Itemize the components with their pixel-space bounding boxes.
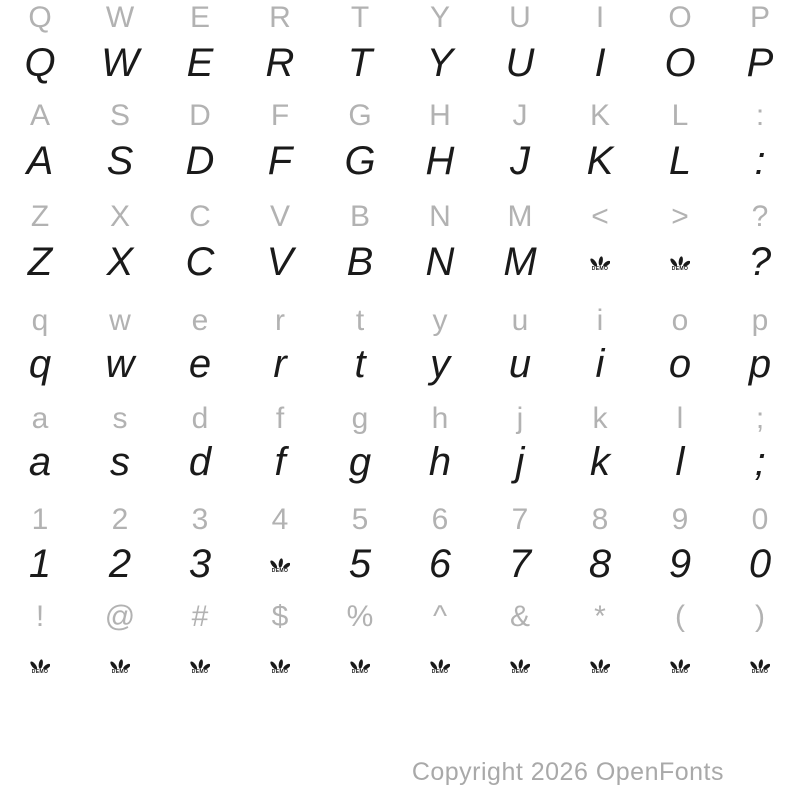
- glyph-cell: e: [188, 342, 212, 386]
- demo-glyph: [30, 656, 50, 675]
- demo-placeholder-glyph: [720, 642, 800, 688]
- glyph-cell: w: [105, 342, 135, 386]
- demo-glyph-label: DEMO: [671, 668, 689, 675]
- demo-glyph: [590, 656, 610, 675]
- demo-glyph-label: DEMO: [591, 668, 609, 675]
- glyph-cell: t: [354, 342, 366, 386]
- glyph-cell: 9: [671, 503, 689, 536]
- demo-placeholder-glyph: [240, 642, 320, 688]
- demo-glyph-label: DEMO: [271, 668, 289, 675]
- demo-glyph-label: DEMO: [431, 668, 449, 675]
- glyph-cell: P: [749, 1, 770, 34]
- glyph-cell: G: [344, 139, 376, 183]
- glyph-cell: M: [507, 200, 533, 233]
- demo-glyph: [110, 656, 130, 675]
- glyph-cell: X: [109, 200, 130, 233]
- glyph-cell: 9: [668, 542, 692, 586]
- glyph-cell: s: [112, 402, 128, 435]
- glyph-cell: @: [104, 600, 136, 633]
- glyph-cell: r: [275, 304, 285, 337]
- glyph-cell: y: [432, 304, 448, 337]
- glyph-cell: D: [189, 99, 211, 132]
- glyph-cell: u: [511, 304, 529, 337]
- glyph-row-specimen-5: [0, 239, 800, 285]
- glyph-cell: S: [106, 139, 134, 183]
- glyph-cell: &: [509, 600, 530, 633]
- glyph-cell: C: [185, 240, 215, 284]
- glyph-cell: S: [109, 99, 130, 132]
- glyph-cell: M: [503, 240, 537, 284]
- fleuron-icon: [350, 656, 370, 670]
- glyph-cell: ?: [751, 200, 769, 233]
- glyph-cell: g: [348, 440, 372, 484]
- demo-glyph: [430, 656, 450, 675]
- glyph-cell: $: [271, 600, 289, 633]
- fleuron-icon: [590, 253, 610, 267]
- glyph-cell: 6: [431, 503, 449, 536]
- glyph-cell: :: [755, 99, 765, 132]
- glyph-cell: R: [269, 1, 291, 34]
- demo-placeholder-glyph: [640, 239, 720, 285]
- glyph-cell: k: [592, 402, 608, 435]
- glyph-cell: e: [191, 304, 209, 337]
- demo-placeholder-glyph: [0, 642, 80, 688]
- glyph-cell: 3: [191, 503, 209, 536]
- glyph-row-reference-4: [0, 200, 800, 234]
- glyph-cell: N: [425, 240, 455, 284]
- demo-glyph-label: DEMO: [751, 668, 769, 675]
- demo-placeholder-glyph: [80, 642, 160, 688]
- fleuron-icon: [750, 656, 770, 670]
- glyph-cell: V: [269, 200, 290, 233]
- glyph-row-specimen-1: [0, 40, 800, 86]
- glyph-cell: ?: [748, 240, 772, 284]
- glyph-cell: k: [590, 440, 610, 484]
- demo-glyph-label: DEMO: [31, 668, 49, 675]
- glyph-cell: U: [509, 1, 531, 34]
- glyph-cell: s: [110, 440, 130, 484]
- glyph-cell: d: [188, 440, 212, 484]
- glyph-cell: 8: [588, 542, 612, 586]
- glyph-cell: Y: [429, 1, 450, 34]
- glyph-cell: V: [266, 240, 294, 284]
- glyph-cell: l: [676, 402, 684, 435]
- glyph-cell: !: [35, 600, 45, 633]
- demo-placeholder-glyph: [160, 642, 240, 688]
- demo-glyph-label: DEMO: [111, 668, 129, 675]
- glyph-cell: <: [591, 200, 609, 233]
- glyph-cell: 0: [751, 503, 769, 536]
- demo-placeholder-glyph: [320, 642, 400, 688]
- glyph-cell: O: [668, 1, 692, 34]
- glyph-cell: u: [508, 342, 532, 386]
- glyph-cell: 7: [511, 503, 529, 536]
- demo-glyph: [270, 555, 290, 574]
- glyph-cell: d: [191, 402, 209, 435]
- glyph-cell: a: [28, 440, 52, 484]
- glyph-cell: T: [350, 1, 370, 34]
- glyph-cell: C: [189, 200, 211, 233]
- fleuron-icon: [670, 253, 690, 267]
- glyph-cell: >: [671, 200, 689, 233]
- glyph-cell: j: [516, 402, 524, 435]
- glyph-cell: E: [186, 41, 214, 85]
- glyph-cell: 3: [188, 542, 212, 586]
- fleuron-icon: [590, 656, 610, 670]
- glyph-cell: B: [346, 240, 374, 284]
- glyph-cell: B: [349, 200, 370, 233]
- fleuron-icon: [190, 656, 210, 670]
- glyph-cell: Z: [30, 200, 50, 233]
- glyph-cell: H: [425, 139, 455, 183]
- demo-glyph: [510, 656, 530, 675]
- glyph-row-reference-8: [0, 402, 800, 436]
- glyph-cell: L: [671, 99, 689, 132]
- glyph-cell: p: [751, 304, 769, 337]
- glyph-cell: T: [347, 41, 373, 85]
- fleuron-icon: [270, 555, 290, 569]
- glyph-cell: E: [189, 1, 210, 34]
- glyph-cell: A: [26, 139, 54, 183]
- fleuron-icon: [510, 656, 530, 670]
- glyph-row-reference-10: [0, 503, 800, 537]
- glyph-cell: ;: [754, 440, 766, 484]
- glyph-cell: y: [430, 342, 450, 386]
- glyph-row-reference-6: [0, 304, 800, 338]
- glyph-cell: 2: [111, 503, 129, 536]
- glyph-cell: K: [589, 99, 610, 132]
- demo-glyph: [350, 656, 370, 675]
- glyph-cell: w: [109, 304, 131, 337]
- glyph-cell: D: [185, 139, 215, 183]
- glyph-cell: Q: [24, 41, 56, 85]
- glyph-cell: q: [28, 342, 52, 386]
- demo-placeholder-glyph: [400, 642, 480, 688]
- fleuron-icon: [670, 656, 690, 670]
- glyph-cell: r: [273, 342, 287, 386]
- demo-placeholder-glyph: [240, 541, 320, 587]
- glyph-cell: 4: [271, 503, 289, 536]
- glyph-cell: 7: [508, 542, 532, 586]
- glyph-cell: X: [106, 240, 134, 284]
- glyph-cell: f: [275, 402, 285, 435]
- glyph-cell: G: [348, 99, 372, 132]
- glyph-cell: K: [586, 139, 614, 183]
- demo-glyph-label: DEMO: [191, 668, 209, 675]
- glyph-row-specimen-13: [0, 642, 800, 688]
- demo-glyph-label: DEMO: [271, 567, 289, 574]
- glyph-row-reference-0: [0, 1, 800, 35]
- glyph-cell: F: [270, 99, 290, 132]
- demo-placeholder-glyph: [560, 239, 640, 285]
- glyph-cell: i: [596, 304, 604, 337]
- fleuron-icon: [270, 656, 290, 670]
- glyph-cell: g: [351, 402, 369, 435]
- glyph-cell: f: [274, 440, 286, 484]
- glyph-cell: N: [429, 200, 451, 233]
- glyph-cell: h: [431, 402, 449, 435]
- glyph-cell: o: [671, 304, 689, 337]
- glyph-cell: F: [267, 139, 293, 183]
- demo-glyph: [590, 253, 610, 272]
- glyph-cell: a: [31, 402, 49, 435]
- demo-glyph-label: DEMO: [511, 668, 529, 675]
- demo-placeholder-glyph: [640, 642, 720, 688]
- glyph-cell: Z: [27, 240, 53, 284]
- glyph-cell: Q: [28, 1, 52, 34]
- demo-glyph-label: DEMO: [351, 668, 369, 675]
- glyph-row-specimen-7: [0, 341, 800, 387]
- glyph-cell: (: [675, 600, 685, 633]
- glyph-cell: ;: [755, 402, 765, 435]
- demo-glyph: [270, 656, 290, 675]
- demo-glyph: [670, 253, 690, 272]
- glyph-cell: 1: [31, 503, 49, 536]
- fleuron-icon: [430, 656, 450, 670]
- glyph-cell: 8: [591, 503, 609, 536]
- fleuron-icon: [30, 656, 50, 670]
- glyph-cell: P: [746, 41, 774, 85]
- glyph-cell: L: [668, 139, 692, 183]
- demo-placeholder-glyph: [560, 642, 640, 688]
- glyph-cell: 6: [428, 542, 452, 586]
- glyph-cell: R: [265, 41, 295, 85]
- glyph-cell: :: [754, 139, 766, 183]
- glyph-cell: 0: [748, 542, 772, 586]
- glyph-cell: A: [29, 99, 50, 132]
- glyph-cell: 2: [108, 542, 132, 586]
- glyph-cell: W: [101, 41, 139, 85]
- glyph-cell: 5: [351, 503, 369, 536]
- glyph-cell: #: [191, 600, 209, 633]
- glyph-cell: J: [510, 139, 530, 183]
- glyph-row-reference-2: [0, 99, 800, 133]
- demo-glyph: [670, 656, 690, 675]
- demo-glyph-label: DEMO: [671, 265, 689, 272]
- glyph-cell: j: [515, 440, 525, 484]
- demo-glyph-label: DEMO: [591, 265, 609, 272]
- glyph-cell: t: [355, 304, 365, 337]
- glyph-cell: h: [428, 440, 452, 484]
- glyph-cell: ): [755, 600, 765, 633]
- glyph-cell: l: [675, 440, 685, 484]
- glyph-cell: 1: [28, 542, 52, 586]
- glyph-row-specimen-9: [0, 439, 800, 485]
- glyph-cell: p: [748, 342, 772, 386]
- demo-placeholder-glyph: [480, 642, 560, 688]
- glyph-cell: i: [595, 342, 605, 386]
- glyph-cell: J: [512, 99, 528, 132]
- glyph-row-reference-12: [0, 600, 800, 634]
- glyph-cell: q: [31, 304, 49, 337]
- glyph-cell: %: [346, 600, 374, 633]
- glyph-cell: ^: [432, 600, 448, 633]
- glyph-row-specimen-3: [0, 138, 800, 184]
- glyph-cell: H: [429, 99, 451, 132]
- glyph-cell: I: [595, 1, 605, 34]
- glyph-row-specimen-11: [0, 541, 800, 587]
- fleuron-icon: [110, 656, 130, 670]
- glyph-cell: I: [594, 41, 606, 85]
- glyph-cell: Y: [426, 41, 454, 85]
- demo-glyph: [190, 656, 210, 675]
- copyright-text: Copyright 2026 OpenFonts: [411, 758, 724, 786]
- demo-glyph: [750, 656, 770, 675]
- glyph-cell: O: [664, 41, 696, 85]
- glyph-cell: 5: [348, 542, 372, 586]
- glyph-cell: W: [105, 1, 135, 34]
- glyph-cell: U: [505, 41, 535, 85]
- glyph-cell: *: [594, 600, 606, 633]
- glyph-cell: o: [668, 342, 692, 386]
